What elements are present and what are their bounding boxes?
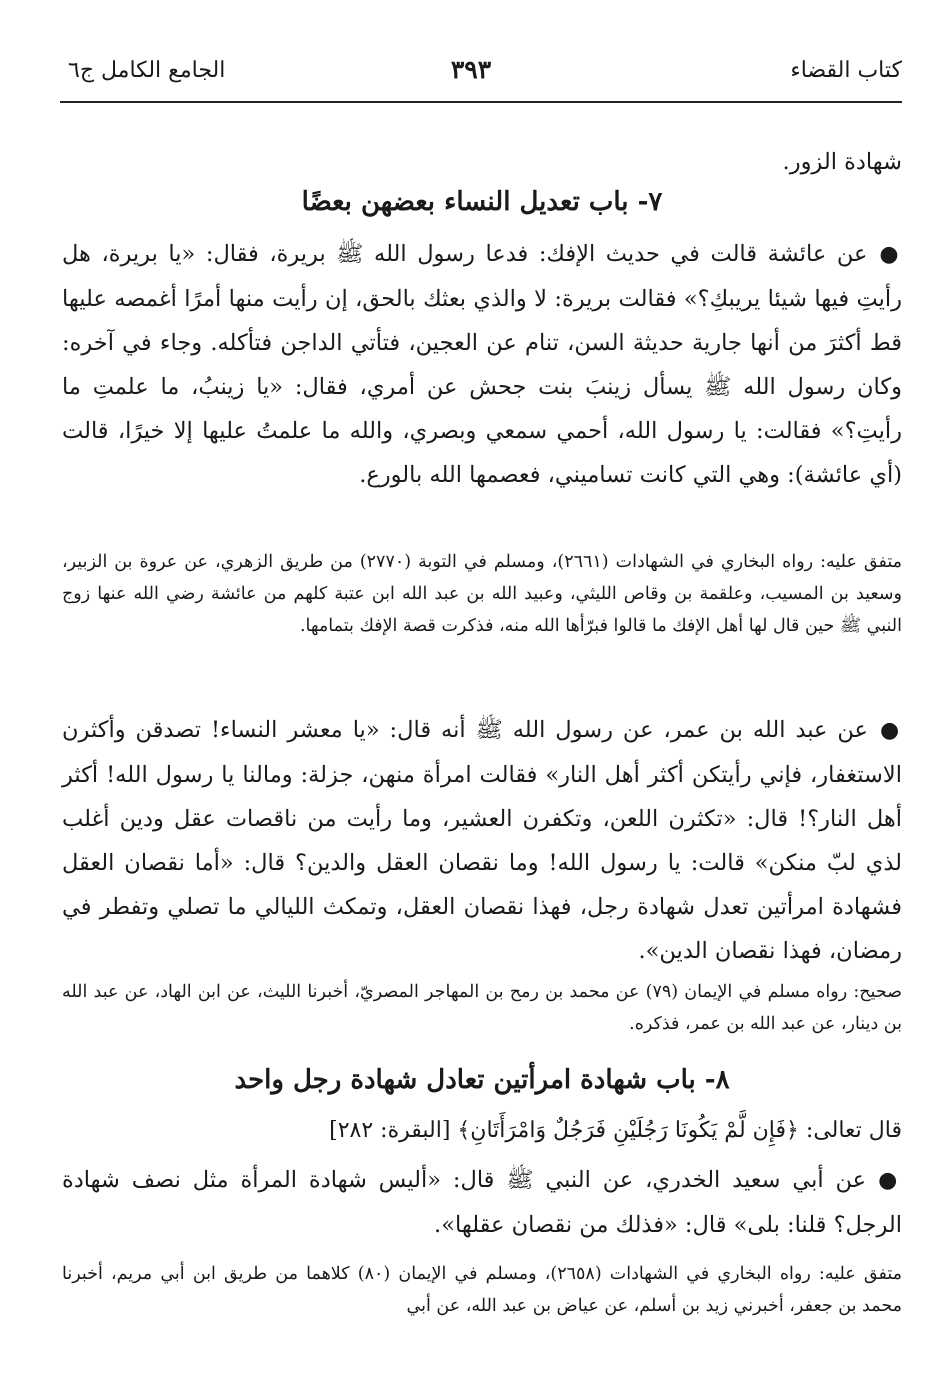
hadith-aisha-note: متفق عليه: رواه البخاري في الشهادات (٢٦٦١)، ومسلم في التوبة (٢٧٧٠) من طريق الزهري، عن عروة بن الزبير، وسعيد بن المسيب، وعلقمة بن وقاص الليثي، وعبيد الله بن عبد الله ابن عتبة كلهم من عائشة رضي الله عنها زوج النبي ﷺ حين قال لها أهل الإفك ما قالوا فبرّأها الله منه، فذكرت قصة الإفك بتمامها. [62,552,903,636]
hadith-aisha-text: عن عائشة قالت في حديث الإفك: فدعا رسول الله ﷺ بريرة، فقال: «يا بريرة، هل رأيتِ فيها شيئا يريبكِ؟» فقالت بريرة: لا والذي بعثك بالحق، إن رأيت منها أمرًا أغمصه عليها قط أكثرَ من أنها جارية حديثة السن، تنام عن العجين، فتأتي الداجن فتأكله. وجاء في آخره: وكان رسول الله ﷺ يسأل زينبَ بنت جحش عن أمري، فقال: «يا زينبُ، ما علمتِ ما رأيتِ؟» فقالت: يا رسول الله، أحمي سمعي وبصري، والله ما علمتُ عليها إلا خيرًا، قالت (أي عائشة): وهي التي كانت تساميني، فعصمها الله بالورع. [62,241,902,488]
section-8-heading: ٨- باب شهادة امرأتين تعادل شهادة رجل واحد [234,1065,730,1095]
header-divider [60,101,902,103]
hadith-aisha [62,232,902,497]
hadith-abu-said-text: عن أبي سعيد الخدري، عن النبي ﷺ قال: «أليس شهادة المرأة مثل نصف شهادة الرجل؟ قلنا: بلى» قال: «فذلك من نقصان عقلها». [62,1167,902,1238]
bullet-icon: ● [879,718,902,743]
chapter-title: كتاب القضاء [790,58,902,83]
continuation-text: شهادة الزور. [782,149,902,175]
page-number: ٣٩٣ [450,55,492,84]
book-title: الجامع الكامل ج٦ [68,58,226,83]
hadith-ibn-umar-note: صحيح: رواه مسلم في الإيمان (٧٩) عن محمد بن رمح بن المهاجر المصريّ، أخبرنا الليث، عن ابن الهاد، عن عبد الله بن دينار، عن عبد الله بن عمر، فذكره. [62,982,902,1034]
quran-verse: قال تعالى: ﴿فَإِن لَّمْ يَكُونَا رَجُلَيْنِ فَرَجُلٌ وَامْرَأَتَانِ﴾ [البقرة: ٢٨٢] [329,1118,902,1143]
hadith-abu-said [62,1158,902,1247]
section-7-heading: ٧- باب تعديل النساء بعضهن بعضًا [301,187,663,217]
hadith-ibn-umar [62,708,902,973]
bullet-icon: ● [879,242,902,267]
hadith-ibn-umar-text: عن عبد الله بن عمر، عن رسول الله ﷺ أنه قال: «يا معشر النساء! تصدقن وأكثرن الاستغفار، فإني رأيتكن أكثر أهل النار» فقالت امرأة منهن، جزلة: ومالنا يا رسول الله! أكثر أهل النار؟! قال: «تكثرن اللعن، وتكفرن العشير، وما رأيت من ناقصات عقل ودين أغلب لذي لبّ منكن» قالت: يا رسول الله! وما نقصان العقل والدين؟ قال: «أما نقصان العقل فشهادة امرأتين تعدل شهادة رجل، فهذا نقصان العقل، وتمكث الليالي ما تصلي وتفطر في رمضان، فهذا نقصان الدين». [62,717,902,964]
bullet-icon: ● [878,1168,902,1193]
hadith-abu-said-note: متفق عليه: رواه البخاري في الشهادات (٢٦٥٨)، ومسلم في الإيمان (٨٠) كلاهما من طريق ابن أبي مريم، أخبرنا محمد بن جعفر، أخبرني زيد بن أسلم، عن عياض بن عبد الله، عن أبي [62,1264,902,1316]
